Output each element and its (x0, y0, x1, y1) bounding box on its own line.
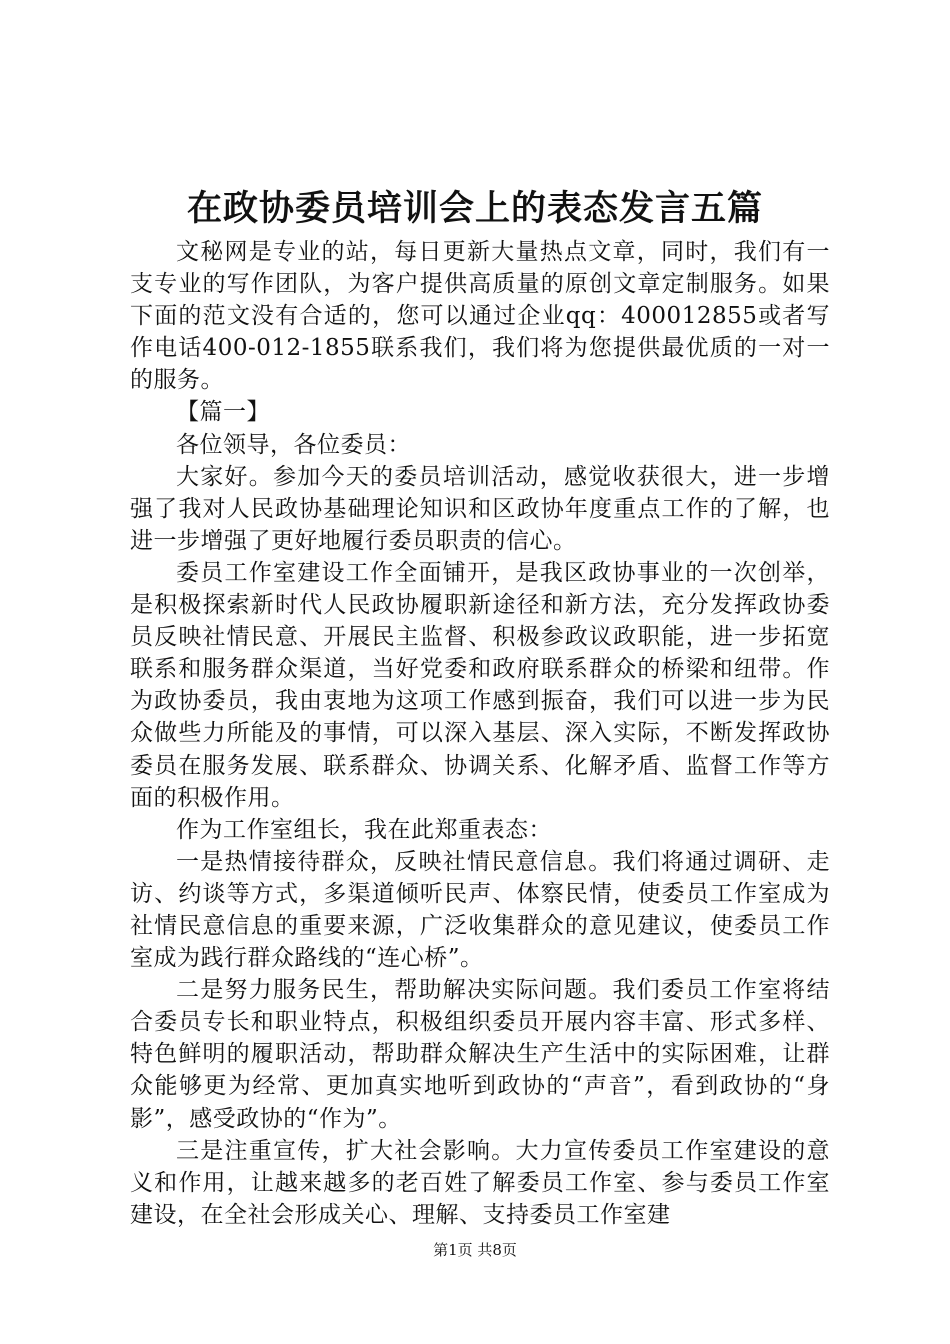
body-paragraph: 委员工作室建设工作全面铺开，是我区政协事业的一次创举，是积极探索新时代人民政协履职新途径和新方法，充分发挥政协委员反映社情民意、开展民主监督、积极参政议政职能，进一步拓宽联系和服务群众渠道，当好党委和政府联系群众的桥梁和纽带。作为政协委员，我由衷地为这项工作感到振奋，我们可以进一步为民众做些力所能及的事情，可以深入基层、深入实际，不断发挥政协委员在服务发展、联系群众、协调关系、化解矛盾、监督工作等方面的积极作用。 (130, 559, 830, 811)
body-paragraph: 三是注重宣传，扩大社会影响。大力宣传委员工作室建设的意义和作用，让越来越多的老百姓了解委员工作室、参与委员工作室建设，在全社会形成关心、理解、支持委员工作室建 (130, 1137, 830, 1228)
body-paragraph: 大家好。参加今天的委员培训活动，感觉收获很大，进一步增强了我对人民政协基础理论知识和区政协年度重点工作的了解，也进一步增强了更好地履行委员职责的信心。 (130, 463, 830, 554)
section-heading: 【篇一】 (176, 399, 270, 426)
body-paragraph: 一是热情接待群众，反映社情民意信息。我们将通过调研、走访、约谈等方式，多渠道倾听民声、体察民情，使委员工作室成为社情民意信息的重要来源，广泛收集群众的意见建议，使委员工作室成为践行群众路线的“连心桥”。 (130, 848, 830, 972)
document-title: 在政协委员培训会上的表态发言五篇 (186, 188, 763, 229)
body-paragraph: 作为工作室组长，我在此郑重表态： (176, 816, 552, 843)
intro-paragraph: 文秘网是专业的站，每日更新大量热点文章，同时，我们有一支专业的写作团队，为客户提供高质量的原创文章定制服务。如果下面的范文没有合适的，您可以通过企业qq：400012855或者写作电话400-012-1855联系我们，我们将为您提供最优质的一对一的服务。 (130, 239, 830, 394)
body-paragraph: 二是努力服务民生，帮助解决实际问题。我们委员工作室将结合委员专长和职业特点，积极组织委员开展内容丰富、形式多样、特色鲜明的履职活动，帮助群众解决生产生活中的实际困难，让群众能够更为经常、更加真实地听到政协的“声音”，看到政协的“身影”，感受政协的“作为”。 (130, 977, 830, 1132)
page-number-footer: 第1页 共8页 (433, 1241, 517, 1259)
document-body (130, 236, 830, 1231)
salutation: 各位领导，各位委员： (176, 431, 411, 458)
